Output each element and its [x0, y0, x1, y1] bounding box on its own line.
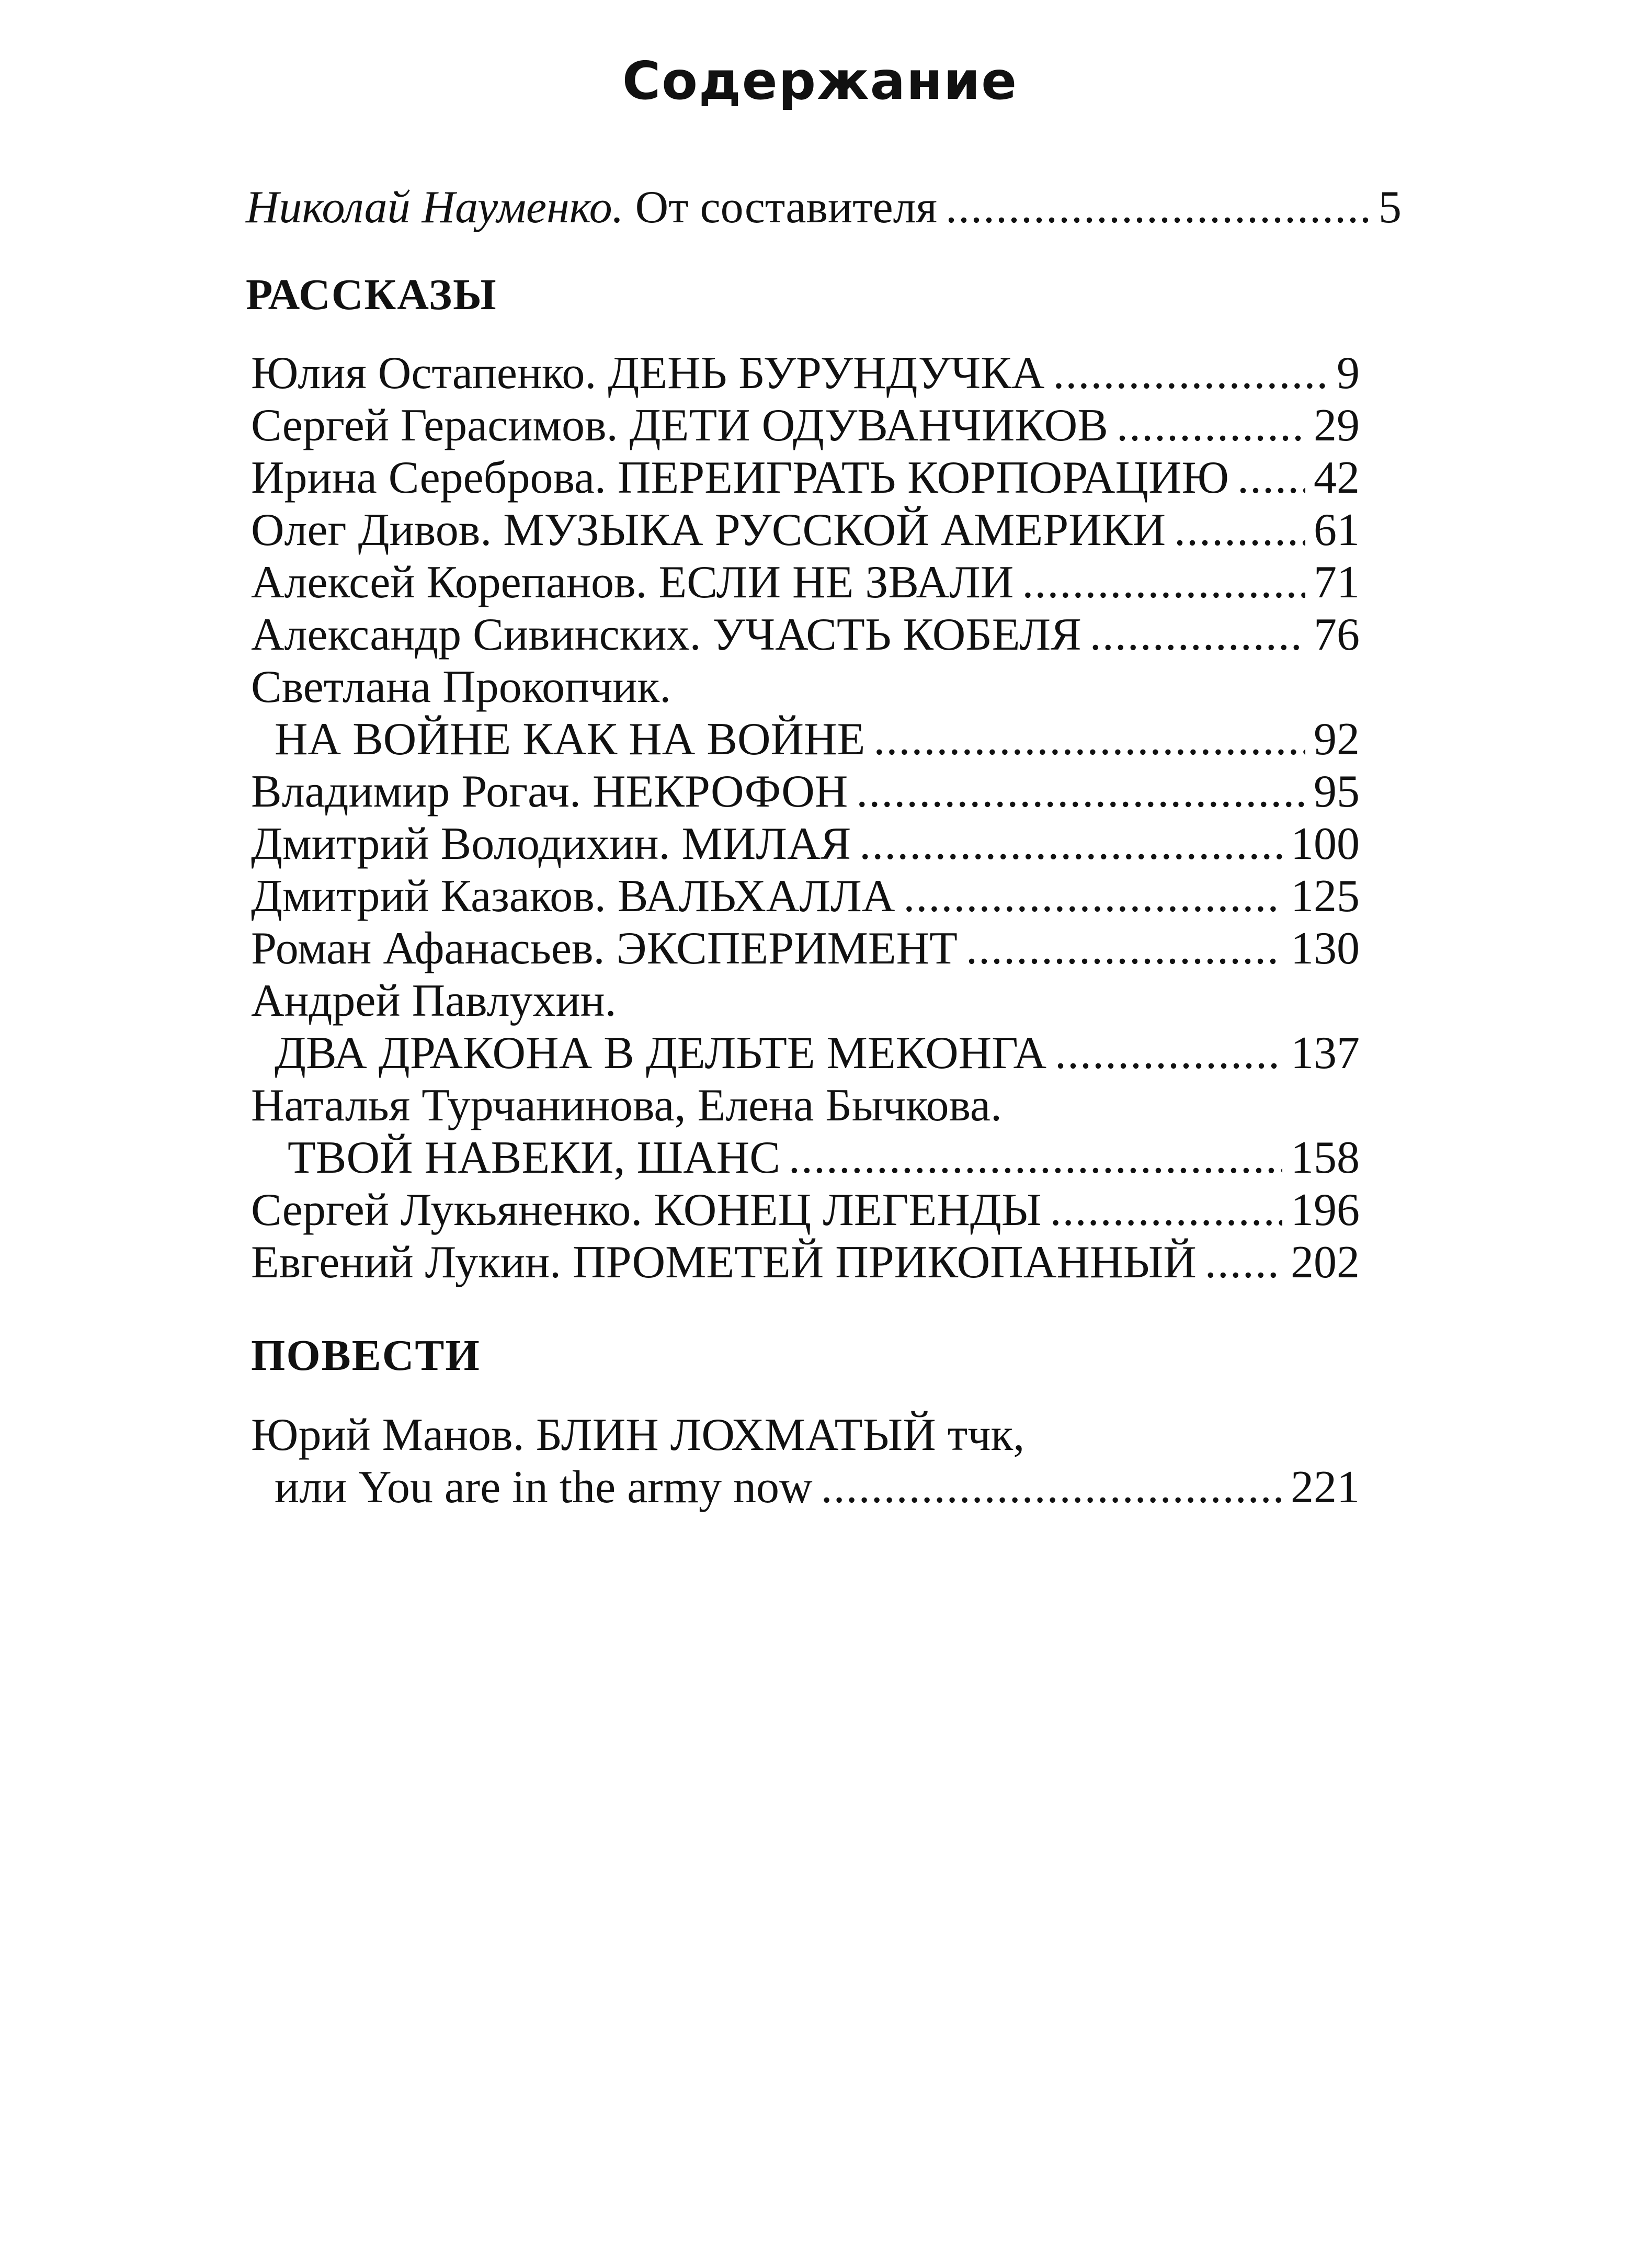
dot-leader [859, 817, 1282, 871]
toc-entry-title: Александр Сивинских. УЧАСТЬ КОБЕЛЯ [251, 609, 1081, 660]
dot-leader [1174, 503, 1305, 558]
section-heading-stories: РАССКАЗЫ [246, 270, 497, 319]
toc-entry-title: Евгений Лукин. ПРОМЕТЕЙ ПРИКОПАННЫЙ [251, 1237, 1197, 1288]
toc-entry [251, 1460, 1360, 1515]
toc-entry [251, 1026, 1360, 1081]
toc-entry-title: НА ВОЙНЕ КАК НА ВОЙНЕ [275, 714, 865, 765]
toc-entry [251, 817, 1360, 871]
dot-leader [1237, 451, 1305, 505]
toc-entry-page: 100 [1291, 819, 1360, 869]
dot-leader [903, 869, 1282, 924]
toc-entry-page: 221 [1291, 1462, 1360, 1513]
toc-entry-page: 137 [1291, 1028, 1360, 1079]
dot-leader [1205, 1235, 1282, 1290]
toc-entry [251, 922, 1360, 976]
section-heading-novellas: ПОВЕСТИ [251, 1331, 481, 1380]
toc-entry-title: Алексей Корепанов. ЕСЛИ НЕ ЗВАЛИ [251, 557, 1014, 608]
toc-entry-author: Юрий Манов. БЛИН ЛОХМАТЫЙ тчк, [251, 1410, 1025, 1460]
toc-entry [251, 503, 1360, 558]
dot-leader [1050, 1183, 1282, 1238]
toc-entry-title: Роман Афанасьев. ЭКСПЕРИМЕНТ [251, 923, 958, 974]
toc-entry-page: 196 [1291, 1185, 1360, 1235]
toc-entry-title: От составителя [635, 182, 938, 233]
toc-entry-intro [246, 180, 1402, 235]
toc-entry [251, 1183, 1360, 1238]
toc-entry-page: 29 [1314, 400, 1360, 451]
toc-entry-title: Дмитрий Казаков. ВАЛЬХАЛЛА [251, 871, 895, 922]
toc-entry-title: Дмитрий Володихин. МИЛАЯ [251, 819, 851, 869]
toc-entry-page: 158 [1291, 1132, 1360, 1183]
toc-entry-page: 202 [1291, 1237, 1360, 1288]
dot-leader [966, 922, 1282, 976]
dot-leader [1053, 346, 1328, 401]
toc-entry [251, 765, 1360, 819]
toc-entry [251, 1235, 1360, 1290]
toc-entry-text [246, 180, 937, 235]
toc-entry-title: Владимир Рогач. НЕКРОФОН [251, 766, 848, 817]
toc-entry-page: 92 [1314, 714, 1360, 765]
toc-entry-author: Николай Науменко. [246, 182, 624, 233]
toc-entry-page: 76 [1314, 609, 1360, 660]
toc-entry-author: Андрей Павлухин. [251, 976, 617, 1026]
toc-entry [251, 555, 1360, 610]
toc-entry-page: 61 [1314, 505, 1360, 555]
dot-leader [873, 712, 1305, 767]
toc-entry-title: Сергей Герасимов. ДЕТИ ОДУВАНЧИКОВ [251, 400, 1108, 451]
toc-entry-page: 71 [1314, 557, 1360, 608]
toc-entry-page: 42 [1314, 452, 1360, 503]
dot-leader [1055, 1026, 1282, 1081]
toc-entry-author: Наталья Турчанинова, Елена Бычкова. [251, 1080, 1002, 1131]
dot-leader [1090, 608, 1305, 662]
toc-entry-title: ТВОЙ НАВЕКИ, ШАНС [288, 1132, 780, 1183]
dot-leader [1022, 555, 1305, 610]
toc-entry-page: 9 [1337, 348, 1360, 399]
dot-leader [821, 1460, 1282, 1515]
dot-leader [789, 1131, 1282, 1185]
page-title: Содержание [622, 50, 1018, 111]
toc-entry-page: 95 [1314, 766, 1360, 817]
dot-leader [856, 765, 1305, 819]
toc-entry-page: 125 [1291, 871, 1360, 922]
toc-entry-author: Светлана Прокопчик. [251, 662, 671, 712]
toc-entry [251, 1131, 1360, 1185]
toc-entry [251, 869, 1360, 924]
toc-entry [251, 451, 1360, 505]
toc-entry [251, 399, 1360, 453]
toc-entry-title: Юлия Остапенко. ДЕНЬ БУРУНДУЧКА [251, 348, 1045, 399]
toc-entry [251, 608, 1360, 662]
dot-leader [1117, 399, 1305, 453]
toc-entry-title: или You are in the army now [275, 1462, 813, 1513]
toc-entry-title: Сергей Лукьяненко. КОНЕЦ ЛЕГЕНДЫ [251, 1185, 1042, 1235]
toc-entry-page: 5 [1379, 182, 1402, 233]
toc-entry-page: 130 [1291, 923, 1360, 974]
toc-entry [251, 712, 1360, 767]
toc-entry-title: Ирина Сереброва. ПЕРЕИГРАТЬ КОРПОРАЦИЮ [251, 452, 1229, 503]
toc-entry-title: ДВА ДРАКОНА В ДЕЛЬТЕ МЕКОНГА [275, 1028, 1047, 1079]
toc-entry [251, 346, 1360, 401]
toc-entry-title: Олег Дивов. МУЗЫКА РУССКОЙ АМЕРИКИ [251, 505, 1166, 555]
dot-leader [946, 180, 1370, 235]
